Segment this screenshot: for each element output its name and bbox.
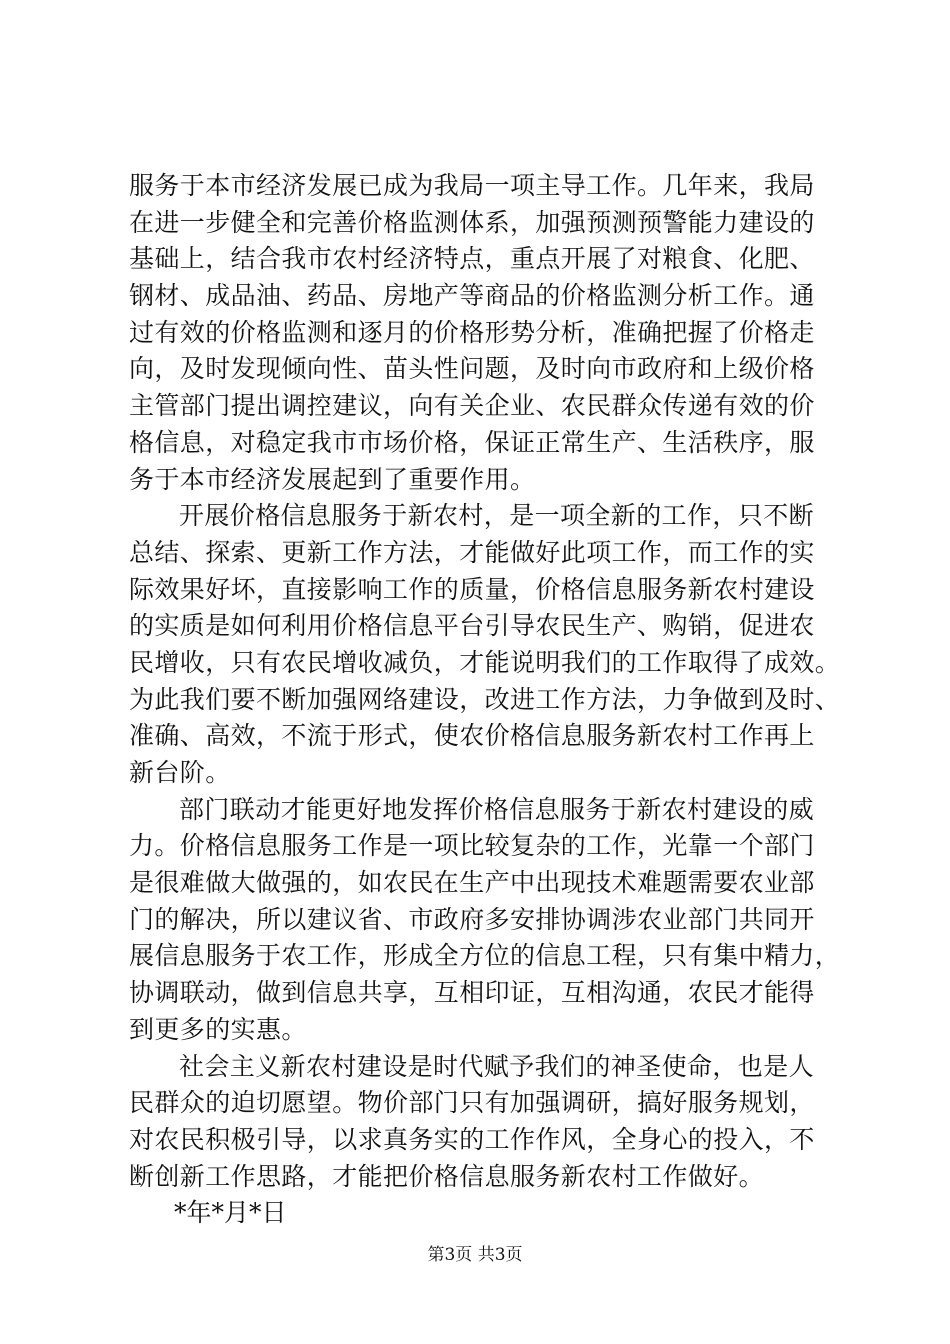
text-line: 断创新工作思路，才能把价格信息服务新农村工作做好。 [129, 1161, 765, 1191]
paragraph-4 [129, 1049, 835, 1196]
text-line: 部门联动才能更好地发挥价格信息服务于新农村建设的威 [179, 794, 815, 824]
text-line: 协调联动，做到信息共享，互相印证，互相沟通，农民才能得 [129, 978, 815, 1008]
text-line: 开展价格信息服务于新农村，是一项全新的工作，只不断 [179, 501, 815, 531]
text-line: 社会主义新农村建设是时代赋予我们的神圣使命，也是人 [179, 1051, 815, 1081]
text-line: 展信息服务于农工作，形成全方位的信息工程，只有集中精力， [129, 941, 841, 971]
text-line: 对农民积极引导，以求真务实的工作作风，全身心的投入，不 [129, 1124, 815, 1154]
text-line: 力。价格信息服务工作是一项比较复杂的工作，光靠一个部门 [129, 831, 815, 861]
text-line: 在进一步健全和完善价格监测体系，加强预测预警能力建设的 [129, 207, 815, 237]
text-line: 格信息，对稳定我市市场价格，保证正常生产、生活秩序，服 [129, 427, 815, 457]
text-line: 务于本市经济发展起到了重要作用。 [129, 464, 536, 494]
text-line: 主管部门提出调控建议，向有关企业、农民群众传递有效的价 [129, 391, 815, 421]
text-line: 过有效的价格监测和逐月的价格形势分析，准确把握了价格走 [129, 317, 815, 347]
text-line: 为此我们要不断加强网络建设，改进工作方法，力争做到及时、 [129, 684, 841, 714]
text-line: 基础上，结合我市农村经济特点，重点开展了对粮食、化肥、 [129, 244, 815, 274]
text-line: 是很难做大做强的，如农民在生产中出现技术难题需要农业部 [129, 868, 815, 898]
text-line: 的实质是如何利用价格信息平台引导农民生产、购销，促进农 [129, 611, 815, 641]
text-line: 总结、探索、更新工作方法，才能做好此项工作，而工作的实 [129, 537, 815, 567]
document-body [129, 168, 841, 1232]
text-line: 服务于本市经济发展已成为我局一项主导工作。几年来，我局 [129, 171, 815, 200]
text-line: 民群众的迫切愿望。物价部门只有加强调研，搞好服务规划， [129, 1088, 815, 1118]
paragraph-3 [129, 792, 841, 1049]
page-footer: 第3页 共3页 [427, 1245, 523, 1265]
text-line: 新台阶。 [129, 758, 231, 787]
text-line: 民增收，只有农民增收减负，才能说明我们的工作取得了成效。 [129, 647, 841, 677]
text-line: 准确、高效，不流于形式，使农价格信息服务新农村工作再上 [129, 721, 815, 751]
text-line: 门的解决，所以建议省、市政府多安排协调涉农业部门共同开 [129, 904, 815, 934]
text-line: 向，及时发现倾向性、苗头性问题，及时向市政府和上级价格 [129, 354, 815, 384]
text-line: 际效果好坏，直接影响工作的质量，价格信息服务新农村建设 [129, 574, 815, 604]
paragraph-1 [129, 168, 835, 498]
text-line: 钢材、成品油、药品、房地产等商品的价格监测分析工作。通 [129, 281, 815, 311]
paragraph-2 [129, 498, 841, 792]
document-date: *年*月*日 [174, 1198, 287, 1228]
text-line: 到更多的实惠。 [129, 1014, 307, 1044]
